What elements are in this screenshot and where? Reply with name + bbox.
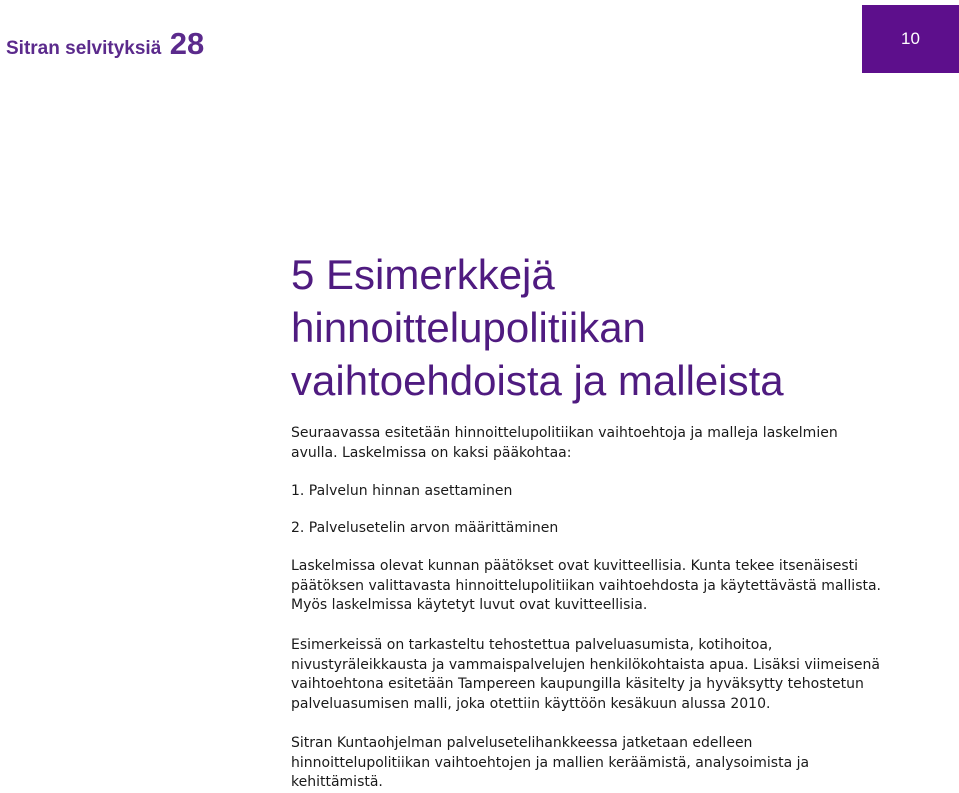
chapter-title <box>291 248 931 407</box>
series-name: Sitran selvityksiä <box>6 38 162 59</box>
text-line: avulla. Laskelmissa on kaksi pääkohtaa: <box>291 444 572 461</box>
text-line: Laskelmissa olevat kunnan päätökset ovat kuvitteellisia. Kunta tekee itsenäisesti <box>291 558 859 574</box>
text-line: Seuraavassa esitetään hinnoittelupolitiikan vaihtoehtoja ja malleja laskelmien <box>291 425 838 441</box>
examples-paragraph <box>291 636 931 714</box>
sitra-program-paragraph <box>291 734 931 793</box>
page-number: 10 <box>901 29 920 48</box>
text-line: kehittämistä. <box>291 774 383 790</box>
list-item-price-setting <box>291 482 931 502</box>
text-line: palveluasumisen malli, joka otettiin käyttöön kesäkuun alussa 2010. <box>291 695 771 712</box>
list-item-voucher-value <box>291 519 931 539</box>
text-line: Sitran Kuntaohjelman palvelusetelihankkeessa jatketaan edelleen <box>291 735 753 751</box>
chapter-title-line: vaihtoehdoista ja malleista <box>291 357 784 404</box>
publication-series <box>6 26 204 62</box>
calculations-paragraph <box>291 557 931 616</box>
text-line: vaihtoehtona esitetään Tampereen kaupungilla käsitelty ja hyväksytty tehostetun <box>291 676 864 692</box>
text-line: hinnoittelupolitiikan vaihtoehtojen ja mallien keräämistä, analysoimista ja <box>291 754 810 771</box>
intro-paragraph <box>291 424 931 463</box>
series-number: 28 <box>169 26 205 61</box>
text-line: 1. Palvelun hinnan asettaminen <box>291 483 513 499</box>
text-line: Myös laskelmissa käytetyt luvut ovat kuvitteellisia. <box>291 597 648 613</box>
text-line: Esimerkeissä on tarkasteltu tehostettua palveluasumista, kotihoitoa, <box>291 637 773 653</box>
page-number-box <box>862 5 959 73</box>
chapter-title-line: hinnoittelupolitiikan <box>291 304 646 351</box>
text-line: nivustyräleikkausta ja vammaispalvelujen henkilökohtaista apua. Lisäksi viimeisenä <box>291 656 880 673</box>
chapter-title-line: 5 Esimerkkejä <box>291 251 555 298</box>
text-line: 2. Palvelusetelin arvon määrittäminen <box>291 520 559 536</box>
text-line: päätöksen valittavasta hinnoittelupolitiikan vaihtoehdosta ja käytettävästä mallista. <box>291 577 882 594</box>
